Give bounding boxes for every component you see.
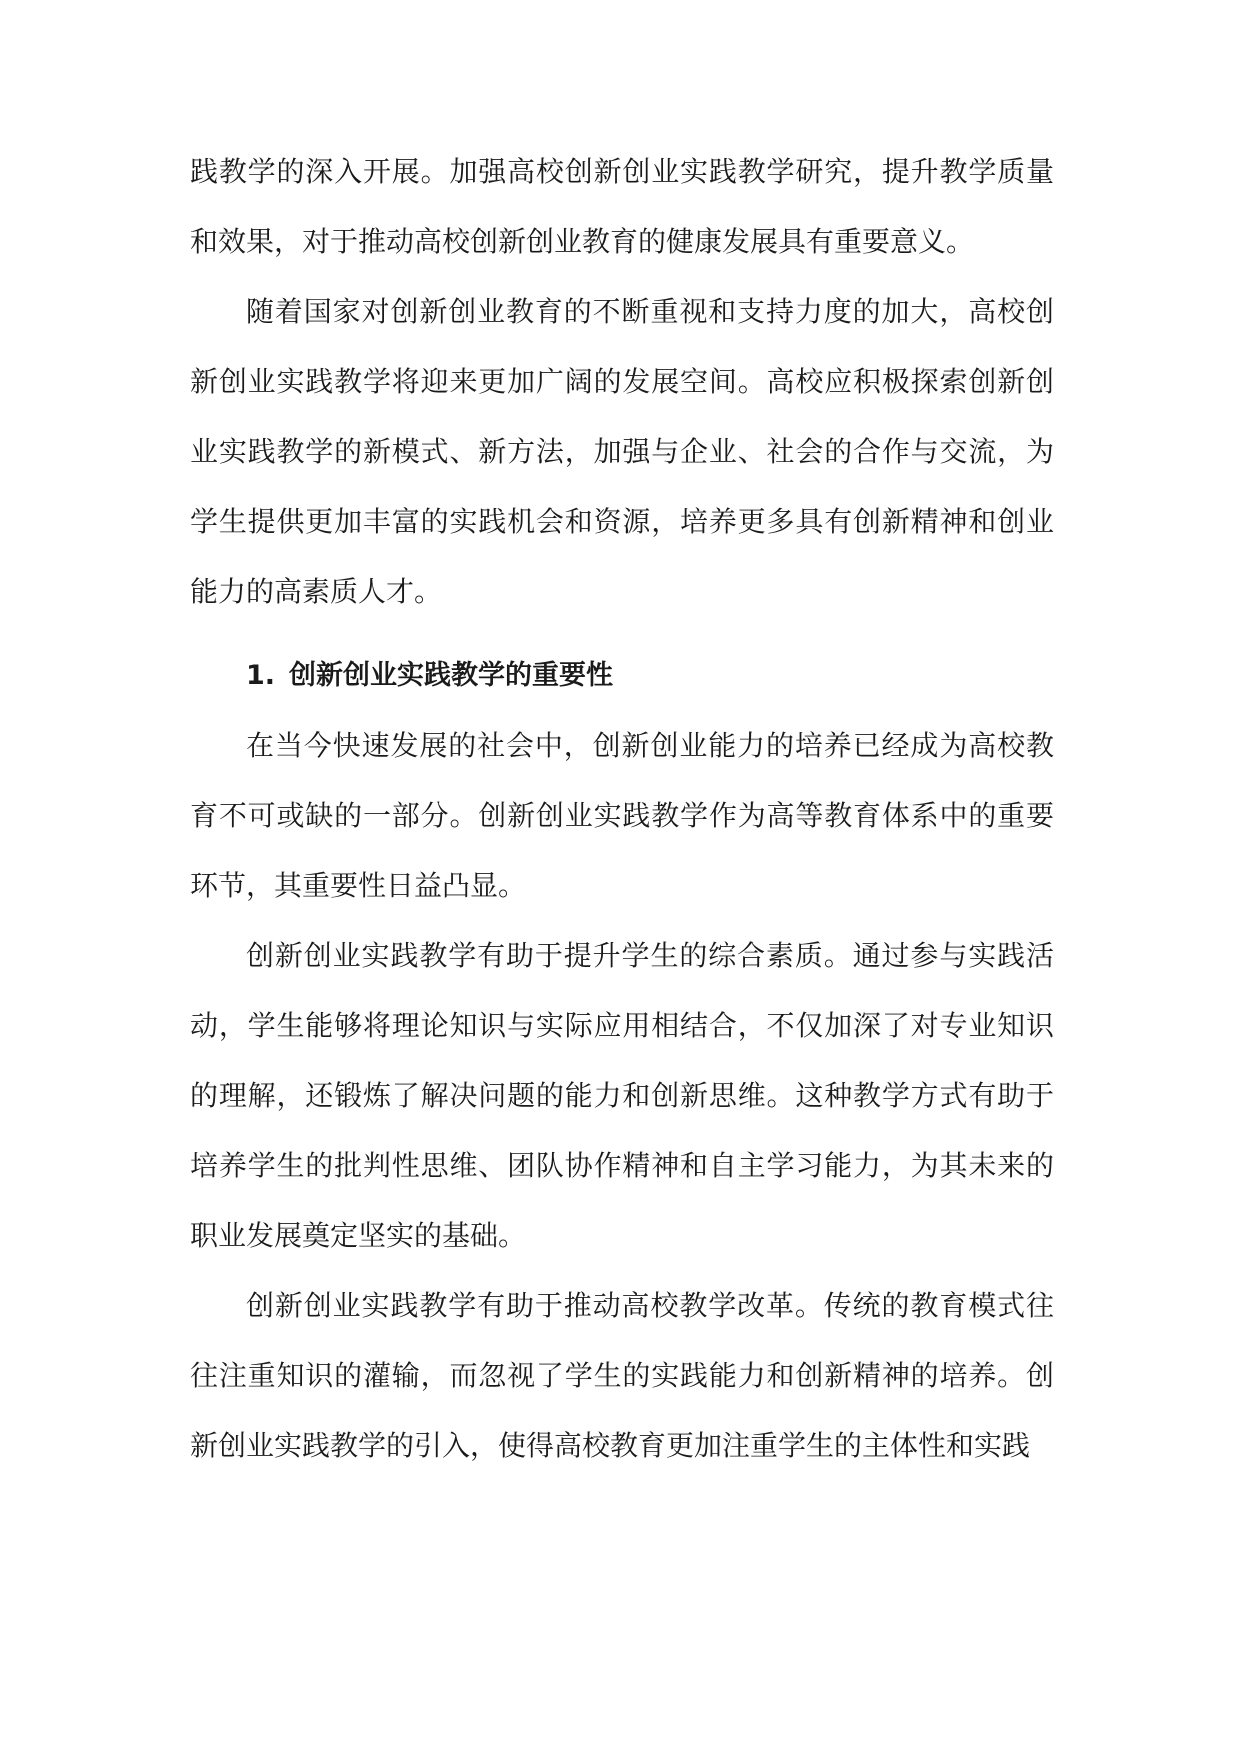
- paragraph-intro: 在当今快速发展的社会中，创新创业能力的培养已经成为高校教育不可或缺的一部分。创新创业实践教学作为高等教育体系中的重要环节，其重要性日益凸显。: [190, 729, 1054, 902]
- paragraph-quality: 创新创业实践教学有助于提升学生的综合素质。通过参与实践活动，学生能够将理论知识与实际应用相结合，不仅加深了对专业知识的理解，还锻炼了解决问题的能力和创新思维。这种教学方式有助于培养学生的批判性思维、团队协作精神和自主学习能力，为其未来的职业发展奠定坚实的基础。: [190, 939, 1054, 1252]
- section-number: 1.: [246, 660, 276, 691]
- section-title: 创新创业实践教学的重要性: [289, 660, 614, 691]
- paragraph-outlook: 随着国家对创新创业教育的不断重视和支持力度的加大，高校创新创业实践教学将迎来更加广阔的发展空间。高校应积极探索创新创业实践教学的新模式、新方法，加强与企业、社会的合作与交流，为学生提供更加丰富的实践机会和资源，培养更多具有创新精神和创业能力的高素质人才。: [190, 295, 1054, 608]
- document-body: [190, 137, 1054, 1481]
- paragraph-continuation: 践教学的深入开展。加强高校创新创业实践教学研究，提升教学质量和效果，对于推动高校创新创业教育的健康发展具有重要意义。: [190, 155, 1054, 258]
- section-heading: [190, 641, 1054, 711]
- paragraph-reform: 创新创业实践教学有助于推动高校教学改革。传统的教育模式往往注重知识的灌输，而忽视了学生的实践能力和创新精神的培养。创新创业实践教学的引入，使得高校教育更加注重学生的主体性和实践: [190, 1289, 1054, 1462]
